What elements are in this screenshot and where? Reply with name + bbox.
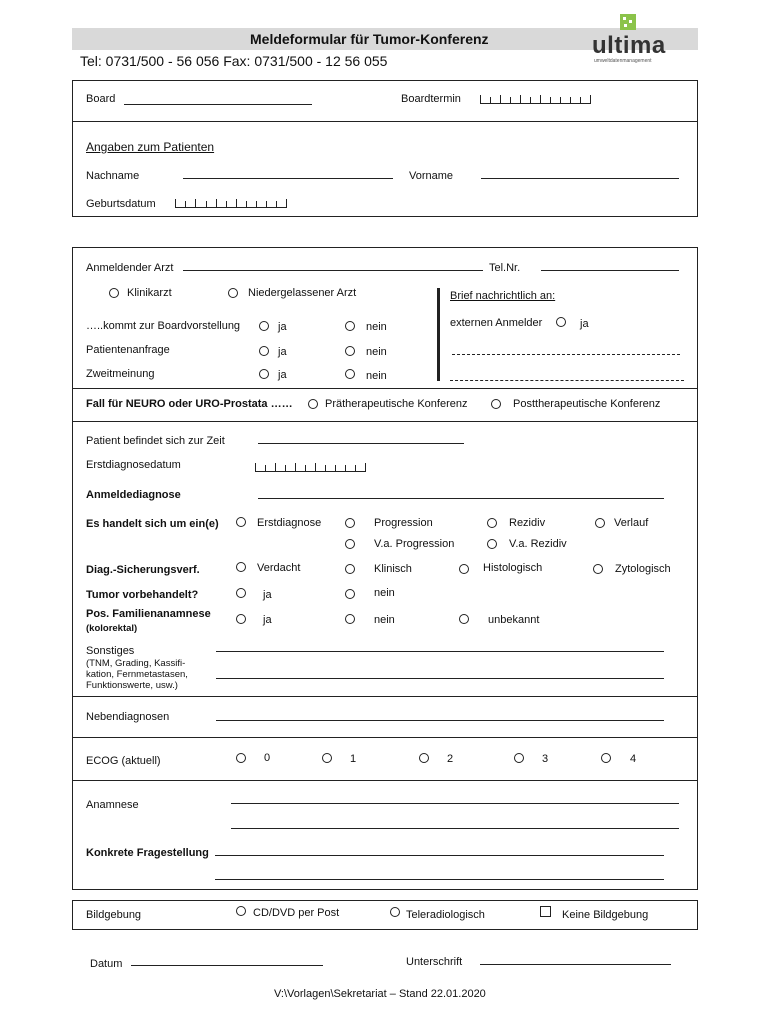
keine-checkbox[interactable] bbox=[540, 906, 551, 917]
geburtsdatum-label: Geburtsdatum bbox=[86, 198, 156, 210]
va-rezidiv-label: V.a. Rezidiv bbox=[509, 538, 567, 550]
datum-field[interactable] bbox=[131, 965, 323, 966]
board-section bbox=[72, 80, 698, 122]
befindet-field[interactable] bbox=[258, 443, 464, 444]
familien-nein-radio[interactable] bbox=[345, 614, 355, 624]
boardvorstellung-ja-radio[interactable] bbox=[259, 321, 269, 331]
ecog-3-label: 3 bbox=[542, 753, 549, 765]
board-label: Board bbox=[86, 93, 116, 105]
patientenanfrage-ja: ja bbox=[278, 346, 287, 358]
klinisch-label: Klinisch bbox=[374, 563, 412, 575]
boardtermin-field[interactable] bbox=[480, 96, 591, 104]
neuro-label: Fall für NEURO oder URO-Prostata …… bbox=[86, 398, 293, 410]
brief-line-1[interactable] bbox=[452, 354, 680, 355]
vorbehandelt-label: Tumor vorbehandelt? bbox=[86, 589, 199, 601]
cd-label: CD/DVD per Post bbox=[253, 907, 340, 919]
progression-label: Progression bbox=[374, 517, 433, 529]
prae-label: Prätherapeutische Konferenz bbox=[325, 398, 468, 410]
anamnese-field-1[interactable] bbox=[231, 803, 679, 804]
zweitmeinung-ja-radio[interactable] bbox=[259, 369, 269, 379]
patient-section bbox=[72, 121, 698, 217]
familien-sub: (kolorektal) bbox=[86, 623, 138, 634]
klinisch-radio[interactable] bbox=[345, 564, 355, 574]
sonstiges-sub2: kation, Fernmetastasen, bbox=[86, 669, 188, 680]
telnr-label: Tel.Nr. bbox=[489, 262, 521, 274]
sonstiges-sub3: Funktionswerte, usw.) bbox=[86, 680, 178, 691]
datum-label: Datum bbox=[90, 958, 123, 970]
patientenanfrage-nein: nein bbox=[366, 346, 387, 358]
zweitmeinung-nein: nein bbox=[366, 370, 387, 382]
familien-ja-radio[interactable] bbox=[236, 614, 246, 624]
sonstiges-sub1: (TNM, Grading, Kassifi- bbox=[86, 658, 186, 669]
verdacht-radio[interactable] bbox=[236, 562, 246, 572]
zytologisch-label: Zytologisch bbox=[615, 563, 671, 575]
brief-divider bbox=[437, 288, 440, 381]
patientenanfrage-ja-radio[interactable] bbox=[259, 346, 269, 356]
nachname-label: Nachname bbox=[86, 170, 140, 182]
anmeldediagnose-label: Anmeldediagnose bbox=[86, 489, 181, 501]
vorbehandelt-ja: ja bbox=[263, 589, 272, 601]
rezidiv-radio[interactable] bbox=[487, 518, 497, 528]
va-progression-radio[interactable] bbox=[345, 539, 355, 549]
ecog-4-radio[interactable] bbox=[601, 753, 611, 763]
zweitmeinung-label: Zweitmeinung bbox=[86, 368, 155, 380]
ecog-0-radio[interactable] bbox=[236, 753, 246, 763]
verlauf-label: Verlauf bbox=[614, 517, 649, 529]
ecog-0-label: 0 bbox=[264, 752, 271, 764]
familien-nein: nein bbox=[374, 614, 395, 626]
zytologisch-radio[interactable] bbox=[593, 564, 603, 574]
patientenanfrage-label: Patientenanfrage bbox=[86, 344, 170, 356]
unterschrift-field[interactable] bbox=[480, 964, 671, 965]
telnr-field[interactable] bbox=[541, 270, 679, 271]
erstdiagnose-datum-field[interactable] bbox=[255, 464, 366, 472]
rezidiv-label: Rezidiv bbox=[509, 517, 546, 529]
vorname-field[interactable] bbox=[481, 178, 679, 179]
unterschrift-label: Unterschrift bbox=[406, 956, 463, 968]
vorbehandelt-nein-radio[interactable] bbox=[345, 589, 355, 599]
boardtermin-label: Boardtermin bbox=[401, 93, 461, 105]
va-progression-label: V.a. Progression bbox=[374, 538, 455, 550]
niedergelassener-label: Niedergelassener Arzt bbox=[248, 287, 357, 299]
boardvorstellung-ja: ja bbox=[278, 321, 287, 333]
logo-mark-icon bbox=[620, 14, 636, 30]
familien-unbekannt-radio[interactable] bbox=[459, 614, 469, 624]
sonstiges-field-2[interactable] bbox=[216, 678, 664, 679]
erstdiagnose-datum-label: Erstdiagnosedatum bbox=[86, 459, 181, 471]
erstdiagnose-radio[interactable] bbox=[236, 517, 246, 527]
externen-anmelder-label: externen Anmelder bbox=[450, 317, 543, 329]
ecog-label: ECOG (aktuell) bbox=[86, 755, 161, 767]
erstdiagnose-label: Erstdiagnose bbox=[257, 517, 322, 529]
ecog-4-label: 4 bbox=[630, 753, 637, 765]
ecog-3-radio[interactable] bbox=[514, 753, 524, 763]
ecog-1-label: 1 bbox=[350, 753, 357, 765]
anmeldediagnose-field[interactable] bbox=[258, 498, 664, 499]
handelt-label: Es handelt sich um ein(e) bbox=[86, 518, 219, 530]
ecog-2-label: 2 bbox=[447, 753, 454, 765]
boardvorstellung-nein: nein bbox=[366, 321, 387, 333]
klinikarzt-radio[interactable] bbox=[109, 288, 119, 298]
niedergelassener-radio[interactable] bbox=[228, 288, 238, 298]
sonstiges-field-1[interactable] bbox=[216, 651, 664, 652]
vorbehandelt-nein: nein bbox=[374, 587, 395, 599]
geburtsdatum-field[interactable] bbox=[175, 200, 287, 208]
contact-line: Tel: 0731/500 - 56 056 Fax: 0731/500 - 12 56 055 bbox=[80, 53, 388, 69]
sicherung-label: Diag.-Sicherungsverf. bbox=[86, 564, 200, 576]
verlauf-radio[interactable] bbox=[595, 518, 605, 528]
frage-label: Konkrete Fragestellung bbox=[86, 847, 209, 859]
neben-label: Nebendiagnosen bbox=[86, 711, 170, 723]
nachname-field[interactable] bbox=[183, 178, 393, 179]
anmeldender-arzt-label: Anmeldender Arzt bbox=[86, 262, 174, 274]
boardvorstellung-label: …..kommt zur Boardvorstellung bbox=[86, 320, 241, 332]
frage-field-2[interactable] bbox=[215, 879, 664, 880]
va-rezidiv-radio[interactable] bbox=[487, 539, 497, 549]
vorbehandelt-ja-radio[interactable] bbox=[236, 588, 246, 598]
sonstiges-label: Sonstiges bbox=[86, 645, 135, 657]
familien-label: Pos. Familienanamnese bbox=[86, 608, 211, 620]
familien-ja: ja bbox=[263, 614, 272, 626]
telerad-label: Teleradiologisch bbox=[406, 909, 485, 921]
klinikarzt-label: Klinikarzt bbox=[127, 287, 172, 299]
post-radio[interactable] bbox=[491, 399, 501, 409]
brief-label: Brief nachrichtlich an: bbox=[450, 290, 556, 302]
anamnese-field-2[interactable] bbox=[231, 828, 679, 829]
frage-field-1[interactable] bbox=[215, 855, 664, 856]
neben-field[interactable] bbox=[216, 720, 664, 721]
anmeldender-arzt-field[interactable] bbox=[183, 270, 483, 271]
zweitmeinung-ja: ja bbox=[278, 369, 287, 381]
boardvorstellung-nein-radio[interactable] bbox=[345, 321, 355, 331]
anamnese-label: Anamnese bbox=[86, 799, 139, 811]
footer-path: V:\Vorlagen\Sekretariat – Stand 22.01.2020 bbox=[274, 988, 486, 1000]
patient-heading: Angaben zum Patienten bbox=[86, 140, 215, 154]
histologisch-radio[interactable] bbox=[459, 564, 469, 574]
vorname-label: Vorname bbox=[409, 170, 454, 182]
zweitmeinung-nein-radio[interactable] bbox=[345, 369, 355, 379]
bildgebung-label: Bildgebung bbox=[86, 909, 142, 921]
anamnese-section bbox=[72, 780, 698, 890]
page-title: Meldeformular für Tumor-Konferenz bbox=[250, 31, 489, 47]
progression-radio[interactable] bbox=[345, 518, 355, 528]
familien-unbekannt: unbekannt bbox=[488, 614, 540, 626]
ecog-2-radio[interactable] bbox=[419, 753, 429, 763]
externen-anmelder-radio[interactable] bbox=[556, 317, 566, 327]
keine-label: Keine Bildgebung bbox=[562, 909, 649, 921]
patientenanfrage-nein-radio[interactable] bbox=[345, 346, 355, 356]
prae-radio[interactable] bbox=[308, 399, 318, 409]
logo-subtitle: umweltdatenmanagement bbox=[594, 58, 652, 64]
brief-line-2[interactable] bbox=[450, 380, 684, 381]
cd-radio[interactable] bbox=[236, 906, 246, 916]
post-label: Posttherapeutische Konferenz bbox=[513, 398, 661, 410]
telerad-radio[interactable] bbox=[390, 907, 400, 917]
logo-text: ultima bbox=[592, 32, 666, 59]
histologisch-label: Histologisch bbox=[483, 562, 543, 574]
verdacht-label: Verdacht bbox=[257, 562, 301, 574]
board-field[interactable] bbox=[124, 104, 312, 105]
externen-anmelder-ja: ja bbox=[580, 318, 589, 330]
ultima-logo bbox=[592, 12, 664, 66]
ecog-1-radio[interactable] bbox=[322, 753, 332, 763]
befindet-label: Patient befindet sich zur Zeit bbox=[86, 435, 225, 447]
